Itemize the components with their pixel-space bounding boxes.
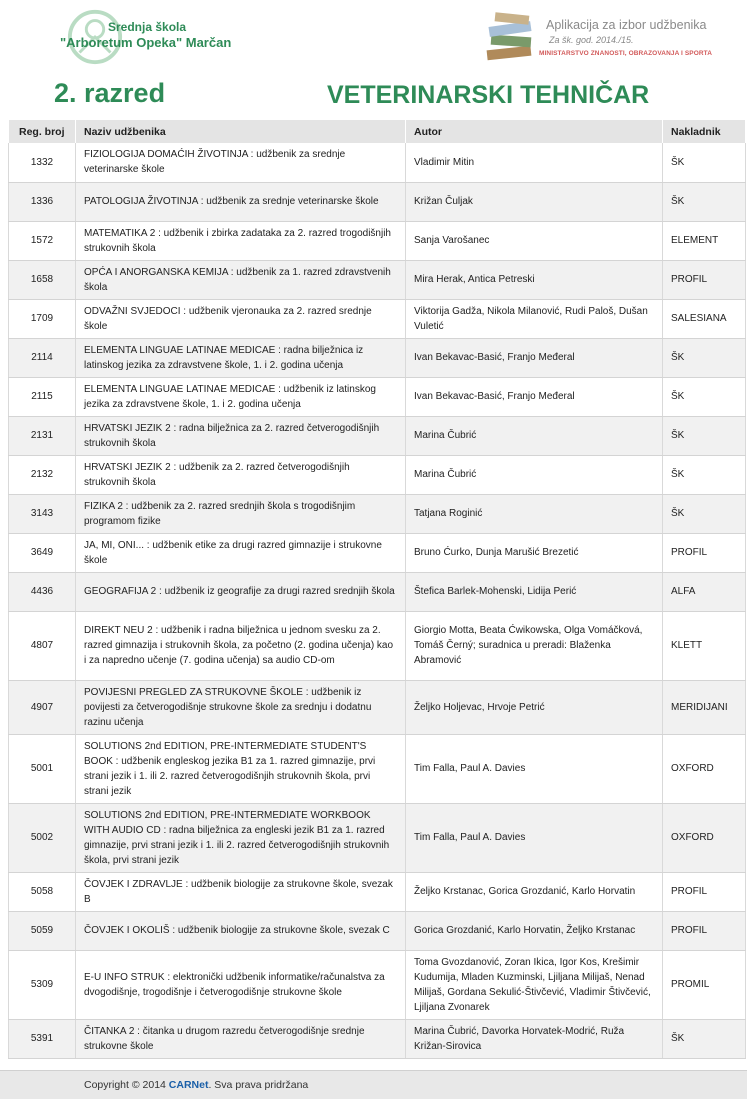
school-year: Za šk. god. 2014./15.: [549, 35, 634, 45]
author-cell: Gorica Grozdanić, Karlo Horvatin, Željko Krstanac: [406, 911, 663, 950]
school-name-line1: Srednja škola: [108, 20, 187, 34]
title-cell: GEOGRAFIJA 2 : udžbenik iz geografije za drugi razred srednjih škola: [76, 572, 406, 611]
title-cell: FIZIOLOGIJA DOMAĆIH ŽIVOTINJA : udžbenik za srednje veterinarske škole: [76, 143, 406, 182]
textbook-table: [8, 120, 746, 1059]
table-row[interactable]: [9, 950, 746, 1019]
author-cell: Ivan Bekavac-Basić, Franjo Međeral: [406, 377, 663, 416]
publisher-cell: ŠK: [663, 338, 746, 377]
table-row[interactable]: [9, 680, 746, 734]
col-header-reg[interactable]: Reg. broj: [9, 120, 76, 143]
publisher-cell: ŠK: [663, 1019, 746, 1058]
table-row[interactable]: [9, 182, 746, 221]
author-cell: Marina Čubrić: [406, 455, 663, 494]
publisher-cell: ŠK: [663, 455, 746, 494]
table-row[interactable]: [9, 911, 746, 950]
reg-cell: 1332: [9, 143, 76, 182]
title-cell: HRVATSKI JEZIK 2 : udžbenik za 2. razred četverogodišnjih strukovnih škola: [76, 455, 406, 494]
author-cell: Marina Čubrić: [406, 416, 663, 455]
reg-cell: 2132: [9, 455, 76, 494]
table-row[interactable]: [9, 377, 746, 416]
reg-cell: 1658: [9, 260, 76, 299]
publisher-cell: MERIDIJANI: [663, 680, 746, 734]
title-cell: SOLUTIONS 2nd EDITION, PRE-INTERMEDIATE WORKBOOK WITH AUDIO CD : radna bilježnica za engleski jezik B1 za 1. razred gimnazije, prvi strani jezik i 1. ili 2. razred četverogodišnjih strukovnih škola, prvi strani jezik: [76, 803, 406, 872]
reg-cell: 5001: [9, 734, 76, 803]
author-cell: Križan Čuljak: [406, 182, 663, 221]
reg-cell: 5058: [9, 872, 76, 911]
reg-cell: 4436: [9, 572, 76, 611]
table-row[interactable]: [9, 803, 746, 872]
title-cell: JA, MI, ONI... : udžbenik etike za drugi razred gimnazije i strukovne škole: [76, 533, 406, 572]
reg-cell: 3649: [9, 533, 76, 572]
table-row[interactable]: [9, 260, 746, 299]
reg-cell: 1336: [9, 182, 76, 221]
table-row[interactable]: [9, 338, 746, 377]
publisher-cell: ŠK: [663, 143, 746, 182]
title-cell: ČITANKA 2 : čitanka u drugom razredu četverogodišnje srednje strukovne škole: [76, 1019, 406, 1058]
author-cell: Giorgio Motta, Beata Ćwikowska, Olga Vomáčková, Tomáš Černý; suradnica u preradi: Blaženka Abramović: [406, 611, 663, 680]
publisher-cell: SALESIANA: [663, 299, 746, 338]
author-cell: Ivan Bekavac-Basić, Franjo Međeral: [406, 338, 663, 377]
copyright-text: [84, 1079, 308, 1091]
author-cell: Toma Gvozdanović, Zoran Ikica, Igor Kos, Krešimir Kudumija, Mladen Kuzminski, Ljiljana Milijaš, Nenad Milijaš, Gordana Sekulić-Štivčević, Vladimir Štivčević, Ljiljana Zvonarek: [406, 950, 663, 1019]
author-cell: Mira Herak, Antica Petreski: [406, 260, 663, 299]
reg-cell: 5059: [9, 911, 76, 950]
author-cell: Tatjana Roginić: [406, 494, 663, 533]
title-cell: MATEMATIKA 2 : udžbenik i zbirka zadataka za 2. razred trogodišnjih strukovnih škola: [76, 221, 406, 260]
title-cell: ELEMENTA LINGUAE LATINAE MEDICAE : radna bilježnica iz latinskog jezika za zdravstvene škole, 1. i 2. godina učenja: [76, 338, 406, 377]
reg-cell: 3143: [9, 494, 76, 533]
table-row[interactable]: [9, 221, 746, 260]
school-name-line2: "Arboretum Opeka" Marčan: [60, 35, 232, 50]
publisher-cell: ŠK: [663, 182, 746, 221]
author-cell: Željko Holjevac, Hrvoje Petrić: [406, 680, 663, 734]
table-header-row: [9, 120, 746, 143]
app-title: Aplikacija za izbor udžbenika: [546, 18, 707, 32]
page-footer: [0, 1070, 747, 1099]
table-row[interactable]: [9, 299, 746, 338]
reg-cell: 5391: [9, 1019, 76, 1058]
reg-cell: 5309: [9, 950, 76, 1019]
title-cell: POVIJESNI PREGLED ZA STRUKOVNE ŠKOLE : udžbenik iz povijesti za četverogodišnje strukovne škole za srednju i dodatnu razinu učenja: [76, 680, 406, 734]
grade-title: 2. razred: [54, 78, 166, 108]
books-icon: [483, 12, 541, 68]
publisher-cell: OXFORD: [663, 734, 746, 803]
col-header-publisher[interactable]: Nakladnik: [663, 120, 746, 143]
publisher-cell: PROFIL: [663, 872, 746, 911]
author-cell: Viktorija Gadža, Nikola Milanović, Rudi Paloš, Dušan Vuletić: [406, 299, 663, 338]
table-row[interactable]: [9, 734, 746, 803]
author-cell: Željko Krstanac, Gorica Grozdanić, Karlo Horvatin: [406, 872, 663, 911]
title-cell: DIREKT NEU 2 : udžbenik i radna bilježnica u jednom svesku za 2. razred gimnazija i strukovnih škola, za početno (2. godina učenja) kao i za napredno učenje (7. godina učenja) sa audio CD-om: [76, 611, 406, 680]
publisher-cell: ŠK: [663, 416, 746, 455]
title-cell: OPĆA I ANORGANSKA KEMIJA : udžbenik za 1. razred zdravstvenih škola: [76, 260, 406, 299]
carnet-link[interactable]: CARNet: [168, 1079, 209, 1091]
col-header-title[interactable]: Naziv udžbenika: [76, 120, 406, 143]
reg-cell: 2114: [9, 338, 76, 377]
publisher-cell: PROFIL: [663, 911, 746, 950]
title-cell: FIZIKA 2 : udžbenik za 2. razred srednjih škola s trogodišnjim programom fizike: [76, 494, 406, 533]
title-cell: ČOVJEK I OKOLIŠ : udžbenik biologije za strukovne škole, svezak C: [76, 911, 406, 950]
author-cell: Tim Falla, Paul A. Davies: [406, 734, 663, 803]
ministry-name: MINISTARSTVO ZNANOSTI, OBRAZOVANJA I SPORTA: [539, 50, 713, 57]
table-row[interactable]: [9, 143, 746, 182]
program-title: VETERINARSKI TEHNIČAR: [327, 81, 650, 109]
author-cell: Vladimir Mitin: [406, 143, 663, 182]
title-cell: ELEMENTA LINGUAE LATINAE MEDICAE : udžbenik iz latinskog jezika za zdravstvene škole, 1. i 2. godina učenja: [76, 377, 406, 416]
publisher-cell: ELEMENT: [663, 221, 746, 260]
author-cell: Marina Čubrić, Davorka Horvatek-Modrić, Ruža Križan-Sirovica: [406, 1019, 663, 1058]
title-cell: ČOVJEK I ZDRAVLJE : udžbenik biologije za strukovne škole, svezak B: [76, 872, 406, 911]
publisher-cell: PROFIL: [663, 260, 746, 299]
author-cell: Tim Falla, Paul A. Davies: [406, 803, 663, 872]
table-row[interactable]: [9, 533, 746, 572]
title-cell: E-U INFO STRUK : elektronički udžbenik informatike/računalstva za dvogodišnje, trogodišnje i četverogodišnje strukovne škole: [76, 950, 406, 1019]
table-row[interactable]: [9, 455, 746, 494]
publisher-cell: ALFA: [663, 572, 746, 611]
reg-cell: 1572: [9, 221, 76, 260]
author-cell: Sanja Varošanec: [406, 221, 663, 260]
table-row[interactable]: [9, 872, 746, 911]
reg-cell: 2115: [9, 377, 76, 416]
table-row[interactable]: [9, 611, 746, 680]
page-header: [0, 0, 747, 120]
school-logo[interactable]: [28, 8, 232, 74]
reg-cell: 4907: [9, 680, 76, 734]
title-cell: HRVATSKI JEZIK 2 : radna bilježnica za 2. razred četverogodišnjih strukovnih škola: [76, 416, 406, 455]
table-row[interactable]: [9, 494, 746, 533]
title-cell: ODVAŽNI SVJEDOCI : udžbenik vjeronauka za 2. razred srednje škole: [76, 299, 406, 338]
copyright-suffix: . Sva prava pridržana: [208, 1079, 309, 1091]
publisher-cell: PROFIL: [663, 533, 746, 572]
app-logo[interactable]: [483, 8, 747, 70]
publisher-cell: PROMIL: [663, 950, 746, 1019]
title-cell: PATOLOGIJA ŽIVOTINJA : udžbenik za srednje veterinarske škole: [76, 182, 406, 221]
table-row[interactable]: [9, 416, 746, 455]
publisher-cell: ŠK: [663, 377, 746, 416]
publisher-cell: OXFORD: [663, 803, 746, 872]
publisher-cell: ŠK: [663, 494, 746, 533]
reg-cell: 1709: [9, 299, 76, 338]
reg-cell: 2131: [9, 416, 76, 455]
col-header-author[interactable]: Autor: [406, 120, 663, 143]
author-cell: Bruno Ćurko, Dunja Marušić Brezetić: [406, 533, 663, 572]
table-row[interactable]: [9, 1019, 746, 1058]
author-cell: Štefica Barlek-Mohenski, Lidija Perić: [406, 572, 663, 611]
publisher-cell: KLETT: [663, 611, 746, 680]
reg-cell: 5002: [9, 803, 76, 872]
title-cell: SOLUTIONS 2nd EDITION, PRE-INTERMEDIATE STUDENT'S BOOK : udžbenik engleskog jezika B1 za 1. razred gimnazije, prvi strani jezik i 1. ili 2. razred četverogodišnjih strukovnih škola, prvi strani jezik: [76, 734, 406, 803]
table-row[interactable]: [9, 572, 746, 611]
copyright-prefix: Copyright © 2014: [84, 1079, 169, 1091]
reg-cell: 4807: [9, 611, 76, 680]
